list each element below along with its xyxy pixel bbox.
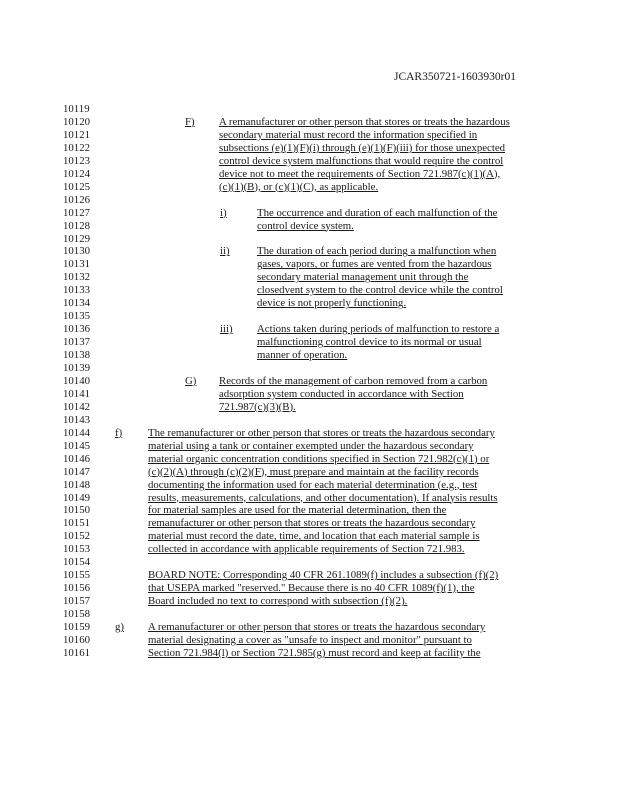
line-number: 10149 (63, 491, 90, 504)
item-F-i-label: i) (220, 206, 227, 219)
line-number: 10144 (63, 426, 90, 439)
subsection-g-label: g) (115, 621, 124, 633)
subsection-F-text-line: device not to meet the requirements of Section 721.987(c)(1)(A), (219, 167, 501, 180)
subsection-F-text-line: A remanufacturer or other person that stores or treats the hazardous (219, 115, 510, 128)
line-number: 10148 (63, 478, 90, 491)
line-number: 10161 (63, 646, 90, 659)
line-number: 10152 (63, 530, 90, 543)
item-F-ii-text-line: device is not properly functioning. (257, 297, 407, 310)
line-number: 10147 (63, 465, 90, 478)
line-number: 10119 (63, 103, 90, 115)
line-number: 10153 (63, 543, 90, 556)
item-F-ii-text-line: The duration of each period during a malfunction when (257, 245, 497, 258)
line-number: 10143 (63, 413, 90, 426)
subsection-F-text-line: control device system malfunctions that would require the control (219, 154, 504, 167)
item-F-iii-text-line: manner of operation. (257, 349, 348, 362)
item-F-ii-text-line: gases, vapors, or fumes are vented from the hazardous (257, 258, 492, 271)
subsection-f-text-line: material using a tank or container exempted under the hazardous secondary (148, 439, 474, 452)
item-F-iii-text-line: Actions taken during periods of malfunction to restore a (257, 323, 500, 336)
document-id-header: JCAR350721-1603930r01 (393, 71, 516, 83)
item-F-i-text-line: control device system. (257, 219, 354, 232)
item-F-ii-text-line: secondary material management unit through the (257, 271, 469, 284)
subsection-F-text-line: (c)(1)(B), or (c)(1)(C), as applicable. (219, 180, 379, 193)
subsection-F-text-line: subsections (e)(1)(F)(i) through (e)(1)(F)(iii) for those unexpected (219, 141, 506, 154)
line-number: 10128 (63, 219, 90, 232)
subsection-f-text-line: remanufacturer or other person that stores or treats the hazardous secondary (148, 517, 476, 530)
item-F-ii-text-line: closedvent system to the control device while the control (257, 284, 503, 297)
subsection-f-text-line: documenting the information used for each material determination (e.g., test (148, 478, 478, 491)
subsection-F-label: F) (185, 115, 195, 128)
board-note-text-line: BOARD NOTE: Corresponding 40 CFR 261.1089(f) includes a subsection (f)(2) (148, 569, 499, 582)
line-number: 10130 (63, 245, 90, 258)
line-number: 10139 (63, 362, 90, 374)
line-number: 10146 (63, 452, 90, 465)
line-number: 10132 (63, 271, 90, 284)
line-number: 10158 (63, 608, 90, 621)
line-number: 10125 (63, 180, 90, 193)
subsection-f-label: f) (115, 426, 123, 439)
line-number: 10127 (63, 206, 90, 219)
subsection-G-text-line: 721.987(c)(3)(B). (219, 400, 296, 413)
line-number: 10136 (63, 323, 90, 336)
line-number: 10129 (63, 232, 90, 245)
subsection-f-text-line: for material samples are used for the material determination, then the (148, 504, 447, 517)
line-number: 10159 (63, 621, 90, 633)
line-number: 10157 (63, 595, 90, 608)
line-number: 10140 (63, 374, 90, 387)
board-note-text-line: that USEPA marked "reserved." Because there is no 40 CFR 1089(f)(1), the (148, 582, 475, 595)
line-number: 10141 (63, 387, 90, 400)
subsection-g-text-line: A remanufacturer or other person that stores or treats the hazardous secondary (148, 621, 486, 633)
line-number: 10133 (63, 284, 90, 297)
line-number: 10122 (63, 141, 90, 154)
subsection-f-text-line: material organic concentration conditions specified in Section 721.982(c)(1) or (148, 452, 490, 465)
line-number: 10155 (63, 569, 90, 582)
item-F-i-text-line: The occurrence and duration of each malfunction of the (257, 206, 498, 219)
line-number: 10138 (63, 349, 90, 362)
subsection-F-text-line: secondary material must record the information specified in (219, 128, 478, 141)
line-number: 10135 (63, 310, 90, 323)
line-number: 10151 (63, 517, 90, 530)
item-F-iii-label: iii) (220, 323, 233, 336)
subsection-f-text-line: (c)(2)(A) through (c)(2)(F), must prepare and maintain at the facility records (148, 465, 479, 478)
line-number: 10131 (63, 258, 90, 271)
item-F-ii-label: ii) (220, 245, 230, 258)
subsection-f-text-line: results, measurements, calculations, and other documentation). If analysis results (148, 491, 498, 504)
line-number: 10120 (63, 115, 90, 128)
subsection-f-text-line: material must record the date, time, and location that each material sample is (148, 530, 480, 543)
line-number: 10134 (63, 297, 90, 310)
line-number: 10137 (63, 336, 90, 349)
board-note-text-line: Board included no text to correspond with subsection (f)(2). (148, 595, 408, 608)
subsection-f-text-line: collected in accordance with applicable requirements of Section 721.983. (148, 543, 465, 556)
line-number: 10150 (63, 504, 90, 517)
line-number: 10145 (63, 439, 90, 452)
subsection-g-text-line: material designating a cover as "unsafe to inspect and monitor" pursuant to (148, 633, 472, 646)
subsection-G-text-line: Records of the management of carbon removed from a carbon (219, 374, 488, 387)
line-number: 10154 (63, 556, 90, 569)
subsection-g-text-line: Section 721.984(l) or Section 721.985(g) must record and keep at facility the (148, 646, 481, 659)
line-number: 10126 (63, 193, 90, 206)
subsection-G-label: G) (185, 374, 197, 387)
line-number: 10156 (63, 582, 90, 595)
line-number: 10121 (63, 128, 90, 141)
line-number: 10123 (63, 154, 90, 167)
line-number: 10142 (63, 400, 90, 413)
line-number: 10160 (63, 633, 90, 646)
subsection-f-text-line: The remanufacturer or other person that stores or treats the hazardous secondary (148, 426, 495, 439)
subsection-G-text-line: adsorption system conducted in accordance with Section (219, 387, 464, 400)
line-number: 10124 (63, 167, 90, 180)
item-F-iii-text-line: malfunctioning control device to its normal or usual (257, 336, 482, 349)
